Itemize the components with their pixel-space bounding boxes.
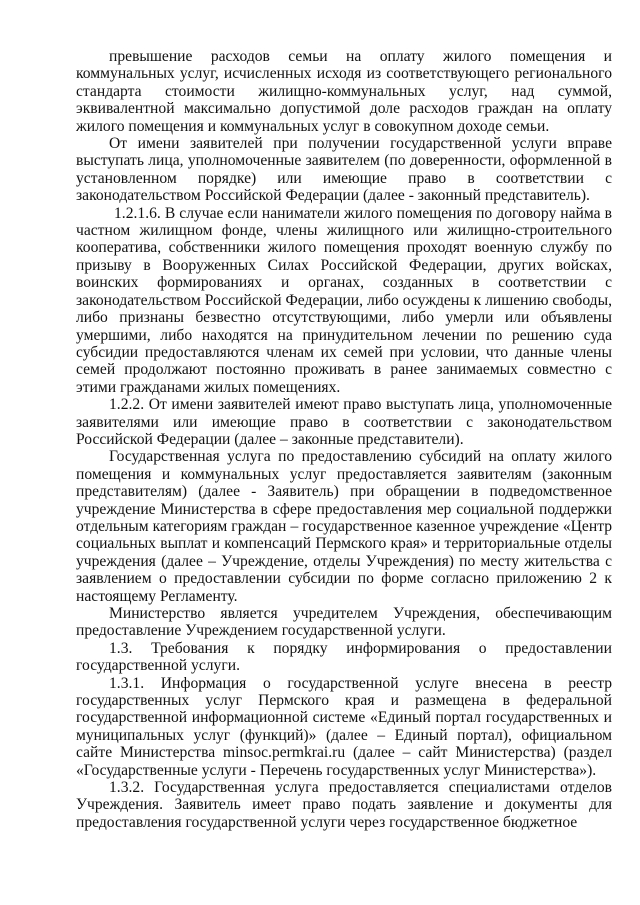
paragraph-1-3-1: 1.3.1. Информация о государственной услуге внесена в реестр государственных услуг Пермского края и размещена в федеральной государственной информационной системе «Единый портал государственных и муниципальных услуг (функций)» (далее – Единый портал), официальном сайте Министерства minsoc.permkrai.ru (далее – сайт Министерства) (раздел «Государственные услуги - Перечень государственных услуг Министерства»). bbox=[76, 674, 612, 779]
paragraph-1-2-2: 1.2.2. От имени заявителей имеют право выступать лица, уполномоченные заявителями или имеющие право в соответствии с законодательством Российской Федерации (далее – законные представители). bbox=[76, 396, 612, 448]
paragraph-1-3-heading: 1.3. Требования к порядку информирования о предоставлении государственной услуги. bbox=[76, 639, 612, 675]
paragraph-ministry-founder: Министерство является учредителем Учреждения, обеспечивающим предоставление Учреждением государственной услуги. bbox=[76, 605, 612, 640]
paragraph-service-provision: Государственная услуга по предоставлению субсидий на оплату жилого помещения и коммунальных услуг предоставляется заявителям (законным представителям) (далее - Заявитель) при обращении в подведомственное учреждение Министерства в сфере предоставления мер социальной поддержки отдельным категориям граждан – государственное казенное учреждение «Центр социальных выплат и компенсаций Пермского края» и территориальные отделы учреждения (далее – Учреждение, отделы Учреждения) по месту жительства с заявлением о предоставлении субсидии по форме согласно приложению 2 к настоящему Регламенту. bbox=[76, 448, 612, 605]
paragraph-applicant-representatives: От имени заявителей при получении государственной услуги вправе выступать лица, уполномоченные заявителем (по доверенности, оформленной в установленном порядке) или имеющие право в соответствии с законодательством Российской Федерации (далее - законный представитель). bbox=[76, 135, 612, 205]
paragraph-1-2-1-6: 1.2.1.6. В случае если наниматели жилого помещения по договору найма в частном жилищном фонде, члены жилищного или жилищно-строительного кооператива, собственники жилого помещения проходят военную службу по призыву в Вооруженных Силах Российской Федерации, других войсках, воинских формированиях и органах, созданных в соответствии с законодательством Российской Федерации, либо осуждены к лишению свободы, либо признаны безвестно отсутствующими, либо умерли или объявлены умершими, либо находятся на принудительном лечении по решению суда субсидии предоставляются членам их семей при условии, что данные члены семей продолжают постоянно проживать в ранее занимаемых совместно с этими гражданами жилых помещениях. bbox=[76, 204, 612, 396]
paragraph-expense-excess: превышение расходов семьи на оплату жилого помещения и коммунальных услуг, исчисленных исходя из соответствующего регионального стандарта стоимости жилищно-коммунальных услуг, над суммой, эквивалентной максимально допустимой доле расходов граждан на оплату жилого помещения и коммунальных услуг в совокупном доходе семьи. bbox=[76, 48, 612, 135]
paragraph-1-3-2: 1.3.2. Государственная услуга предоставляется специалистами отделов Учреждения. Заявитель имеет право подать заявление и документы для предоставления государственной услуги через государственное бюджетное bbox=[76, 779, 612, 831]
